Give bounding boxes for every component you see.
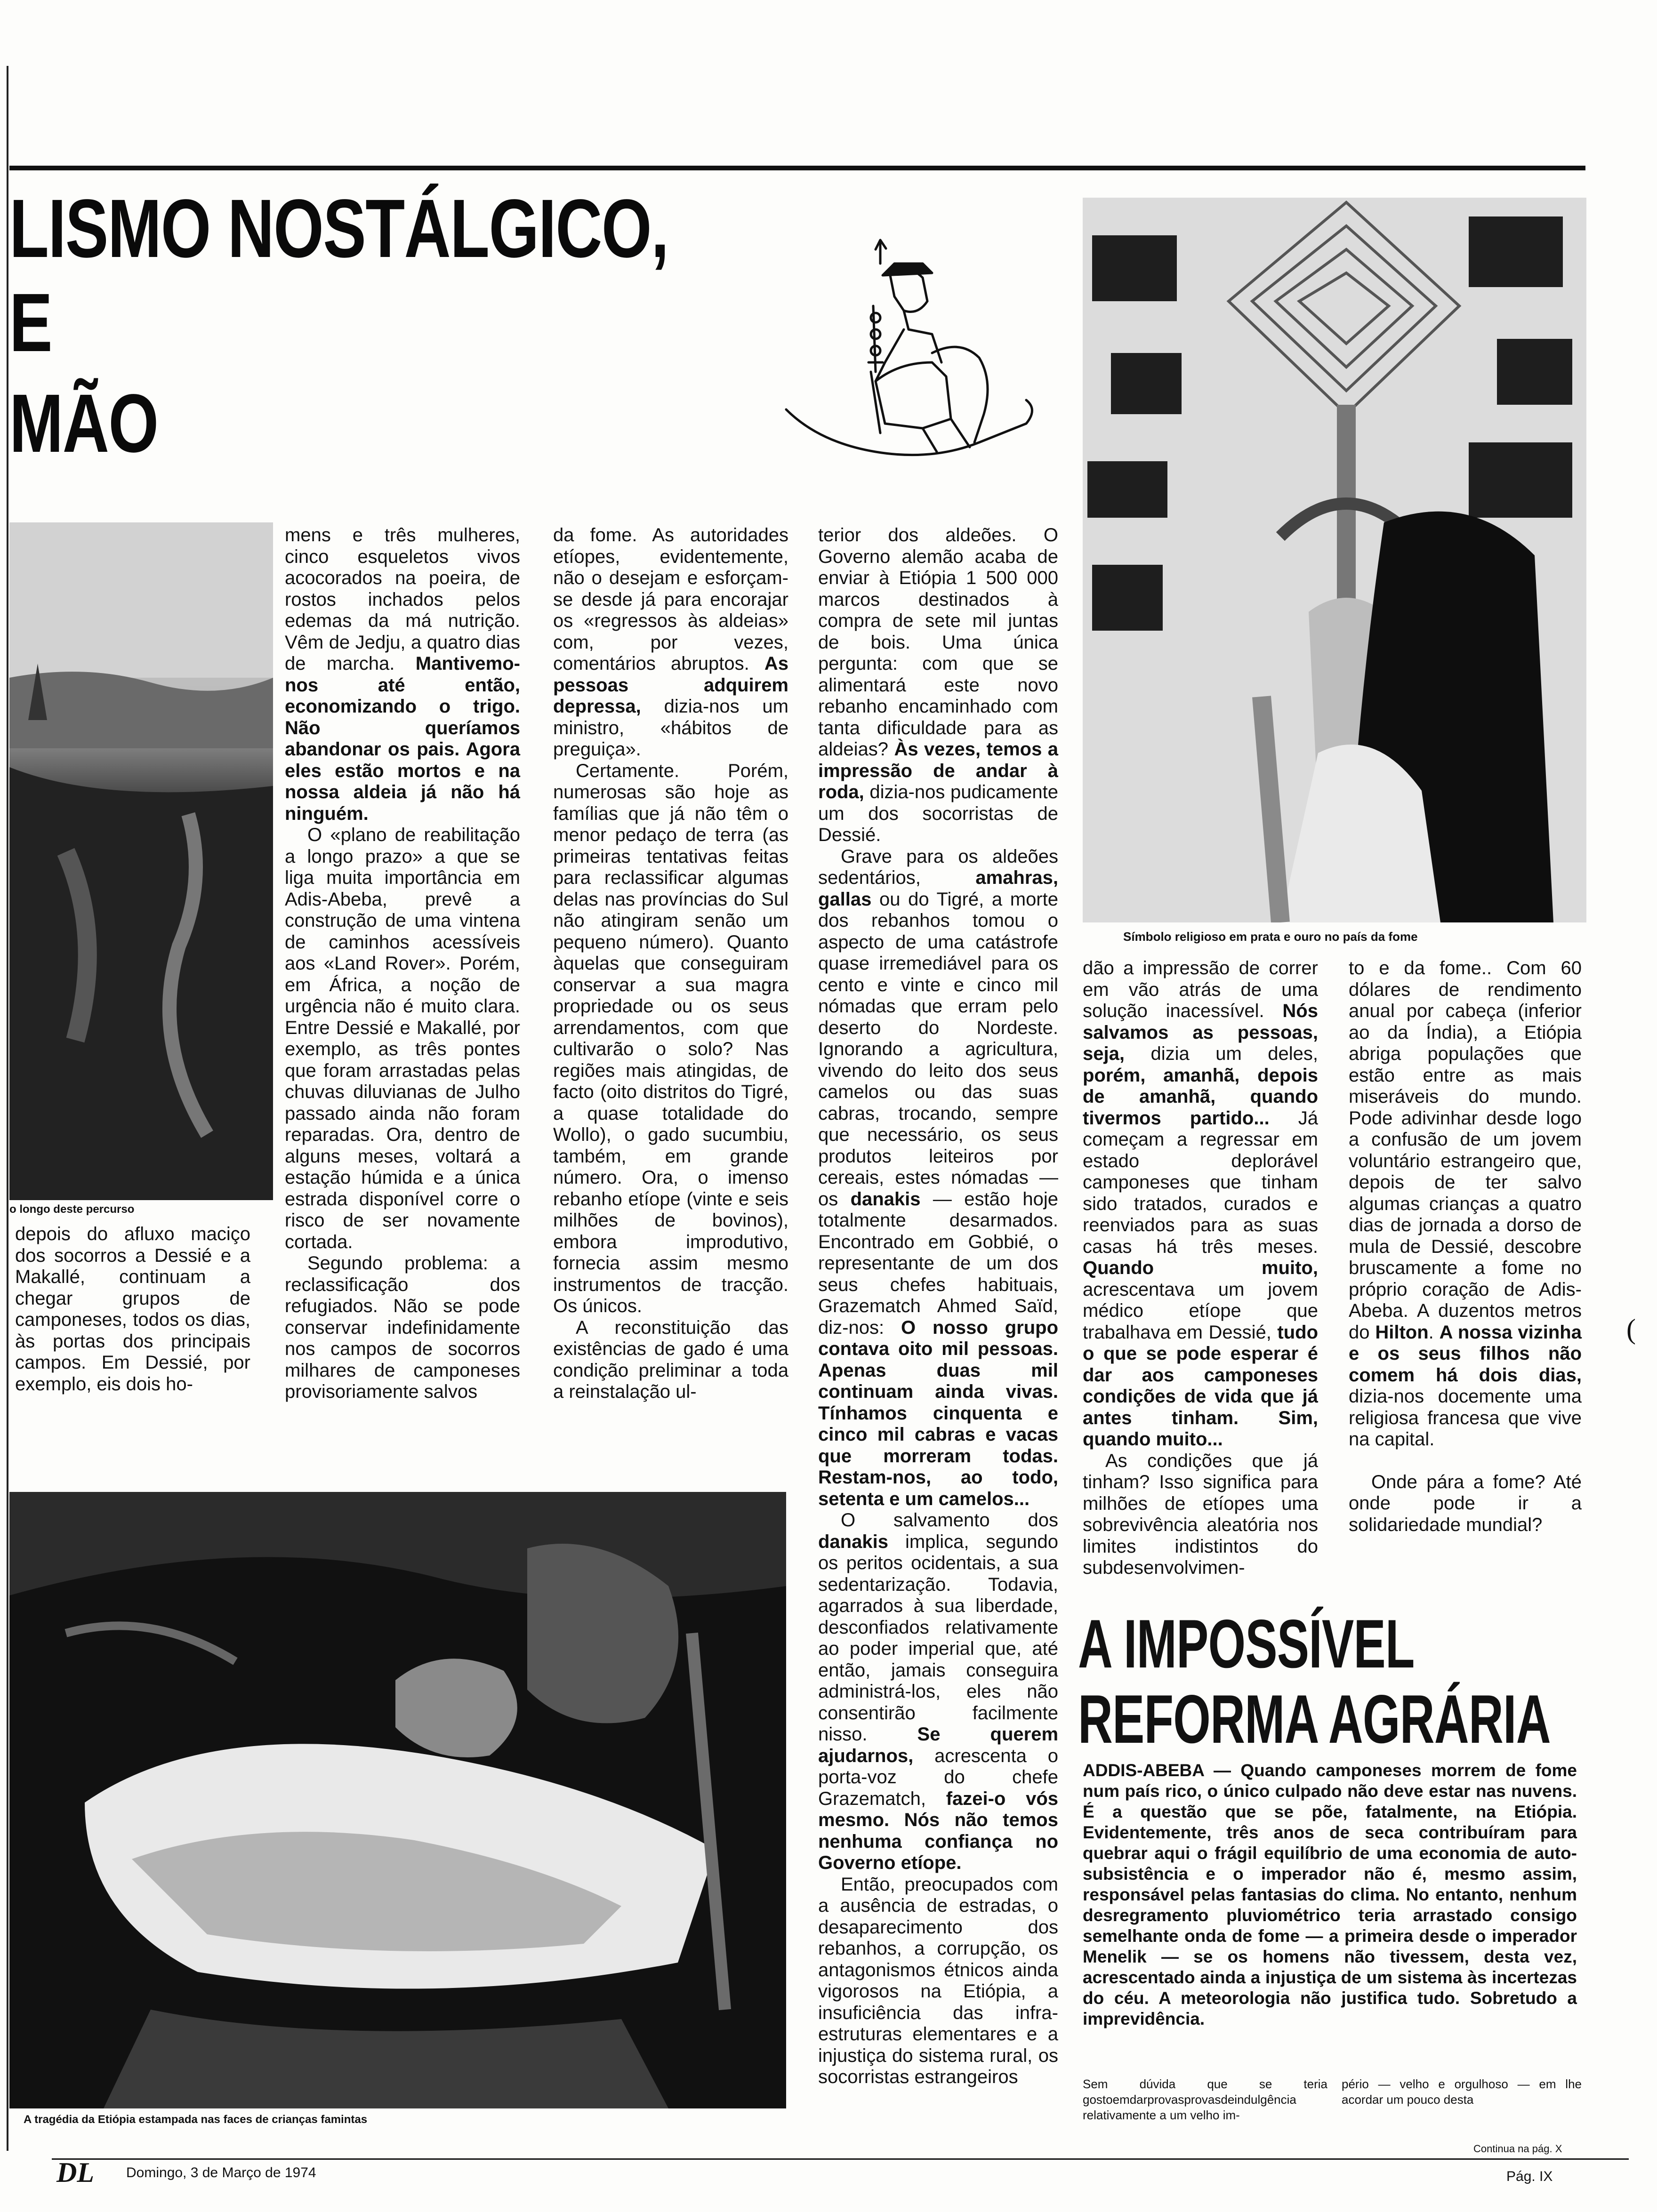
text-span: mens e três mulheres, cinco esqueletos vivos acocorados na poeira, de rostos inchados pelos edemas da má nutrição. Vêm de Jedju, a quatro dias de marcha. (285, 525, 520, 674)
column-4-paragraph-1 (818, 525, 1058, 846)
column-2-paragraph-1 (285, 525, 520, 825)
bold-term: danakis (818, 1531, 888, 1552)
text-span: dão a impressão de correr em vão atrás de uma solução inacessível. (1083, 958, 1318, 1021)
column-6-paragraph-2: Onde pára a fome? Até onde pode ir a solidariedade mundial? (1349, 1471, 1582, 1535)
bold-quote: Nós salvamos as pessoas, seja, (1083, 1001, 1318, 1064)
article-column-6 (1349, 958, 1582, 1536)
bold-quote: Mantivemo-nos até então, economizando o trigo. Não queríamos abandonar os pais. Agora eles estão mortos e na nossa aldeia já não há ninguém. (285, 653, 520, 824)
text-span: dizia-nos um ministro, «hábitos de preguiça». (553, 696, 788, 760)
article-column-3 (553, 525, 788, 1403)
text-span: dizia-nos pudicamente um dos socorristas de Dessié. (818, 782, 1058, 845)
lead-paragraph: ADDIS-ABEBA — Quando camponeses morrem de fome num país rico, o único culpado não deve estar nas nuvens. É a questão que se põe, fatalmente, na Etiópia. Evidentemente, três anos de seca contribuíram para quebrar aqui o frágil equilíbrio de uma economia de auto-subsistência e o imperador não é, mesmo assim, responsável pelas fantasias do clima. No entanto, nenhum desregramento pluviométrico teria arrastado consigo semelhante onda de fome — a primeira desde o imperador Menelik — se os homens não tivessem, desta vez, acrescentado ainda a injustiça de um sistema às incertezas do céu. A meteorologia não justifica tudo. Sobretudo a imprevidência. (1083, 1761, 1577, 2028)
bold-quote: tudo o que se pode esperar é dar aos camponeses condições de vida que já antes tinham. Sim, quando muito... (1083, 1322, 1318, 1450)
bold-term: Hilton (1375, 1322, 1429, 1343)
page-number: Pág. IX (1506, 2169, 1553, 2184)
column-4-paragraph-4: Então, preocupados com a ausência de estradas, o desaparecimento dos rebanhos, a corrupção, os antagonismos étnicos ainda vigorosos na Etiópia, a insuficiência das infra-estruturas elementares e a injustiça do sistema rural, os socorristas estrangeiros (818, 1874, 1058, 2087)
article-column-4 (818, 525, 1058, 2088)
column-4-paragraph-3 (818, 1510, 1058, 1874)
column-4-paragraph-2 (818, 846, 1058, 1510)
bold-term: danakis (850, 1188, 921, 1210)
text-span: Grave para os aldeões sedentários, (818, 846, 1058, 888)
article-column-5 (1083, 958, 1318, 1579)
publication-logo: DL (56, 2157, 94, 2188)
column-1-paragraph: depois do afluxo maciço dos socorros a Dessié e a Makallé, continuam a chegar grupos de camponeses, todos os dias, às portas dos principais campos. Em Dessié, por exemplo, eis dois ho- (15, 1224, 250, 1395)
top-rule (9, 166, 1585, 170)
headline-line-1: LISMO NOSTÁLGICO, (9, 183, 668, 275)
text-span: dizia-nos docemente uma religiosa francesa que vive na capital. (1349, 1386, 1582, 1450)
text-span: O salvamento dos (841, 1510, 1058, 1531)
text-span: ou do Tigré, a morte dos rebanhos tomou o aspecto de uma catástrofe quase irremediável para os cento e vinte e cinco mil nómadas que erram pelo deserto do Nordeste. Ignorando a agricultura, vivendo do leito dos seus camelos ou das suas cabras, trocando, sempre que necessário, os seus produtos leiteiros por cereais, estes nómadas — os (818, 889, 1058, 1210)
emperor-cartoon (781, 221, 1045, 471)
footer-rule (52, 2158, 1629, 2160)
photo-right-religious-symbol (1083, 198, 1586, 922)
text-span: dizia um deles, (1124, 1043, 1318, 1064)
subheadline-line-1: A IMPOSSÍVEL (1078, 1605, 1415, 1682)
bold-quote: A nossa vizinha e os seus filhos não comem há dois dias, (1349, 1322, 1582, 1386)
bold-quote: O nosso grupo contava oito mil pessoas. Apenas duas mil continuam ainda vivas. Tínhamos cinquenta e cinco mil cabras e vacas que morreram todas. Restam-nos, ao todo, setenta e um camelos... (818, 1317, 1058, 1509)
text-span: implica, segundo os peritos ocidentais, a sua sedentarização. Todavia, agarrados à sua liberdade, desconfiados relativamente ao poder imperial que, até então, jamais conseguira administrá-los, eles não consentirão facilmente nisso. (818, 1531, 1058, 1745)
caption-right-photo: Símbolo religioso em prata e ouro no país da fome (1123, 930, 1418, 944)
photo-left-top (9, 522, 273, 1200)
headline-line-3: MÃO (9, 377, 158, 470)
bold-quote: porém, amanhã, depois de amanhã, quando tivermos partido... (1083, 1065, 1318, 1129)
continued-text-left: Sem dúvida que se teria gostoemdarprovasprovasdeindulgência relativamente a um velho im- (1083, 2077, 1327, 2122)
column-5-paragraph-1 (1083, 958, 1318, 1451)
margin-bracket: ( (1626, 1314, 1636, 1345)
text-span: acrescentava um jovem médico etíope que trabalhava em Dessié, (1083, 1279, 1318, 1343)
column-2-paragraph-3: Segundo problema: a reclassificação dos refugiados. Não se pode conservar indefinidamente nos campos de socorros milhares de camponeses provisoriamente salvos (285, 1253, 520, 1402)
article-column-2 (285, 525, 520, 1403)
bold-quote: fazei-o vós mesmo. Nós não temos nenhuma confiança no Governo etíope. (818, 1788, 1059, 1873)
text-span: acrescenta o porta-voz do chefe Grazematch, (818, 1745, 1058, 1809)
bold-quote: Quando muito, (1083, 1258, 1318, 1278)
continued-text-right: pério — velho e orgulhoso — em lhe acordar um pouco desta (1342, 2077, 1582, 2107)
bold-quote: Se querem ajudarnos, (818, 1724, 1059, 1766)
bold-quote: As pessoas adquirem depressa, (553, 653, 788, 717)
caption-bottom-photo: A tragédia da Etiópia estampada nas faces de crianças famintas (24, 2113, 368, 2126)
column-5-paragraph-2: As condições que já tinham? Isso significa para milhões de etíopes uma sobrevivência aleatória nos limites indistintos do subdesenvolvimen- (1083, 1450, 1318, 1578)
subheadline-line-2: REFORMA AGRÁRIA (1078, 1681, 1551, 1757)
article-column-1 (15, 1224, 250, 1395)
text-span: da fome. As autoridades etíopes, evidentemente, não o desejam e esforçam-se desde já para encorajar os «regressos às aldeias» com, por vezes, comentários abruptos. (553, 525, 788, 674)
continued-on-page-note: Continua na pág. X (1473, 2143, 1562, 2155)
issue-date: Domingo, 3 de Março de 1974 (126, 2165, 316, 2180)
headline-line-2: E (9, 277, 52, 369)
column-3-paragraph-2: Certamente. Porém, numerosas são hoje as famílias que já não têm o menor pedaço de terra (as primeiras tentativas feitas para reclassificar algumas delas nas províncias do Sul não atingiram senão um pequeno número). Quanto àquelas que conseguiram conservar a sua magra propriedade ou os seus arrendamentos, com que cultivarão o solo? Nas regiões mais atingidas, de facto (oito distritos do Tigré, a quase totalidade do Wollo), o gado sucumbiu, também, em grande número. Ora, o imenso rebanho etíope (vinte e seis milhões de bovinos), embora improdutivo, fornecia assim mesmo instrumentos de tracção. Os únicos. (553, 760, 788, 1316)
photo-bottom (9, 1492, 786, 2108)
page-edge-rule (7, 66, 8, 2151)
bold-quote: Às vezes, temos a impressão de andar à roda, (818, 739, 1058, 802)
bold-term: amahras, gallas (818, 867, 1058, 910)
text-span: terior dos aldeões. O Governo alemão acaba de enviar à Etiópia 1 500 000 marcos destinados à compra de sete mil juntas de bois. Uma única pergunta: com que se alimentará este novo rebanho encaminhado com tanta dificuldade para as aldeias? (818, 525, 1058, 760)
text-span: to e da fome.. Com 60 dólares de rendimento anual por cabeça (inferior ao da Índia), a Etiópia abriga populações que estão entre as mais miseráveis do mundo. Pode adivinhar desde logo a confusão de um jovem voluntário estrangeiro que, depois de ter salvo algumas crianças a quatro dias de jornada a dorso de mula de Dessié, descobre bruscamente a fome no próprio coração de Adis-Abeba. A duzentos metros do (1349, 958, 1582, 1343)
column-3-paragraph-3: A reconstituição das existências de gado é uma condição preliminar a toda a reinstalação ul- (553, 1317, 788, 1402)
text-span: Já começam a regressar em estado deplorável camponeses que tinham sido tratados, curados e reenviados para as suas casas há três meses. (1083, 1107, 1318, 1257)
column-2-paragraph-2: O «plano de reabilitação a longo prazo» a que se liga muita importância em Adis-Abeba, prevê a construção de uma vintena de caminhos acessíveis aos «Land Rover». Porém, em África, a noção de urgência não é muito clara. Entre Dessié e Makallé, por exemplo, as três pontes que foram arrastadas pelas chuvas diluvianas de Julho passado ainda não foram reparadas. Ora, dentro de alguns meses, voltará a estação húmida e a única estrada disponível corre o risco de ser novamente cortada. (285, 825, 520, 1252)
text-span: . (1428, 1322, 1440, 1343)
column-6-paragraph-1 (1349, 958, 1582, 1451)
caption-left-photo: o longo deste percurso (9, 1203, 135, 1216)
column-3-paragraph-1 (553, 525, 788, 761)
text-span: — estão hoje totalmente desarmados. Encontrado em Gobbié, o representante de um dos seus chefes habituais, Grazematch Ahmed Saïd, diz-nos: (818, 1188, 1058, 1338)
